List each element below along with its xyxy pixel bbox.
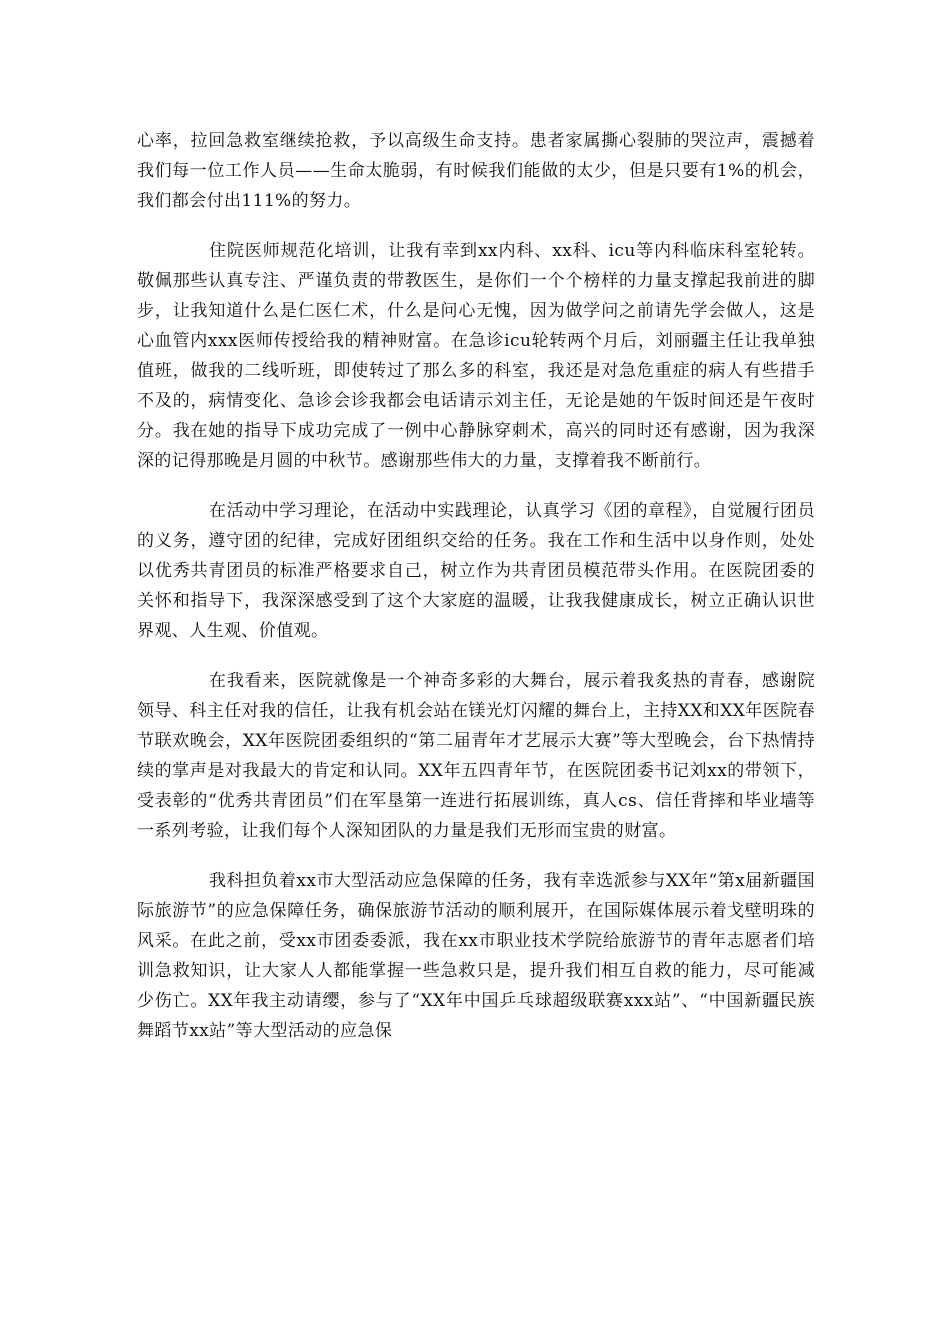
paragraph-4: 在我看来，医院就像是一个神奇多彩的大舞台，展示着我炙热的青春，感谢院领导、科主任对我的信任，让我有机会站在镁光灯闪耀的舞台上，主持XX和XX年医院春节联欢晚会，XX年医院团委组织的“第二届青年才艺展示大赛”等大型晚会，台下热情持续的掌声是对我最大的肯定和认同。XX年五四青年节，在医院团委书记刘xx的带领下，受表彰的“优秀共青团员”们在军垦第一连进行拓展训练，真人cs、信任背摔和毕业墙等一系列考验，让我们每个人深知团队的力量是我们无形而宝贵的财富。 bbox=[137, 671, 815, 841]
paragraph-3: 在活动中学习理论，在活动中实践理论，认真学习《团的章程》，自觉履行团员的义务，遵守团的纪律，完成好团组织交给的任务。我在工作和生活中以身作则，处处以优秀共青团员的标准严格要求自己，树立作为共青团员模范带头作用。在医院团委的关怀和指导下，我深深感受到了这个大家庭的温暖，让我我健康成长，树立正确认识世界观、人生观、价值观。 bbox=[137, 501, 815, 641]
paragraph-1: 心率，拉回急救室继续抢救，予以高级生命支持。患者家属撕心裂肺的哭泣声，震撼着我们每一位工作人员——生命太脆弱，有时候我们能做的太少，但是只要有1%的机会，我们都会付出111%的努力。 bbox=[137, 131, 815, 211]
paragraph-5: 我科担负着xx市大型活动应急保障的任务，我有幸选派参与XX年“第x届新疆国际旅游节”的应急保障任务，确保旅游节活动的顺利展开，在国际媒体展示着戈壁明珠的风采。在此之前，受xx市团委委派，我在xx市职业技术学院给旅游节的青年志愿者们培训急救知识，让大家人人都能掌握一些急救只是，提升我们相互自救的能力，尽可能减少伤亡。XX年我主动请缨，参与了“XX年中国乒乓球超级联赛xxx站”、“中国新疆民族舞蹈节xx站”等大型活动的应急保 bbox=[137, 871, 815, 1041]
document-body bbox=[137, 126, 815, 1066]
paragraph-2: 住院医师规范化培训，让我有幸到xx内科、xx科、icu等内科临床科室轮转。敬佩那些认真专注、严谨负责的带教医生，是你们一个个榜样的力量支撑起我前进的脚步，让我知道什么是仁医仁术，什么是问心无愧，因为做学问之前请先学会做人，这是心血管内xxx医师传授给我的精神财富。在急诊icu轮转两个月后，刘丽疆主任让我单独值班，做我的二线听班，即使转过了那么多的科室，我还是对急危重症的病人有些措手不及的，病情变化、急诊会诊我都会电话请示刘主任，无论是她的午饭时间还是午夜时分。我在她的指导下成功完成了一例中心静脉穿刺术，高兴的同时还有感谢，因为我深深的记得那晚是月圆的中秋节。感谢那些伟大的力量，支撑着我不断前行。 bbox=[137, 241, 815, 471]
